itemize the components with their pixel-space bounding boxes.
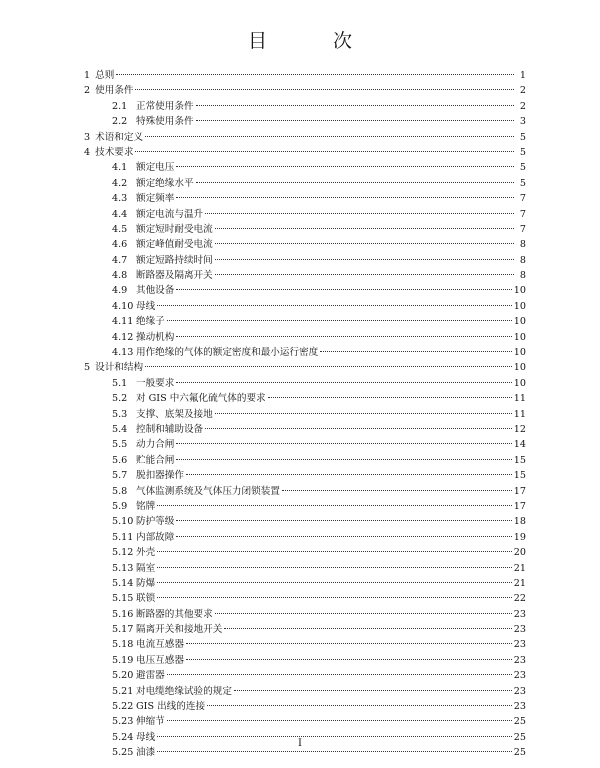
toc-entry [84, 330, 526, 345]
toc-entry-number: 5.24 [112, 731, 134, 743]
toc-entry-title: 电流互感器 [136, 639, 184, 651]
toc-leader-dots [186, 474, 512, 475]
toc-entry-title: 电压互感器 [136, 654, 184, 666]
toc-entry-page: 14 [513, 439, 526, 451]
toc-entry-title: 隔离开关和接地开关 [136, 624, 223, 636]
toc-entry-page: 22 [513, 593, 526, 605]
toc-entry-page: 15 [513, 454, 526, 466]
toc-leader-dots [205, 213, 514, 214]
toc-entry-page: 23 [513, 608, 526, 620]
toc-entry-title: 其他设备 [136, 285, 175, 297]
toc-entry-number: 4.6 [112, 239, 128, 251]
toc-leader-dots [196, 182, 514, 183]
toc-entry [84, 176, 526, 191]
toc-leader-dots [196, 105, 514, 106]
toc-leader-dots [215, 274, 514, 275]
toc-entry-title: 特殊使用条件 [136, 116, 194, 128]
toc-entry-title: 控制和辅助设备 [136, 423, 204, 435]
toc-entry [84, 684, 526, 699]
toc-entry-number: 4.12 [112, 331, 134, 343]
toc-entry-title: 贮能合闸 [136, 454, 175, 466]
toc-entry-page: 7 [519, 193, 526, 205]
toc-entry [84, 99, 526, 114]
toc-leader-dots [176, 459, 511, 460]
toc-entry-number: 4.11 [112, 316, 134, 328]
toc-entry-page: 8 [519, 239, 526, 251]
toc-leader-dots [157, 567, 512, 568]
toc-leader-dots [215, 613, 512, 614]
toc-entry-page: 5 [519, 131, 526, 143]
toc-leader-dots [205, 428, 512, 429]
toc-entry [84, 514, 526, 529]
toc-entry-title: 一般要求 [136, 377, 175, 389]
toc-entry [84, 237, 526, 252]
toc-entry-number: 2 [84, 85, 91, 97]
toc-entry [84, 484, 526, 499]
toc-entry-page: 10 [513, 362, 526, 374]
toc-entry-page: 10 [513, 377, 526, 389]
toc-entry-number: 5.14 [112, 577, 134, 589]
toc-leader-dots [157, 751, 512, 752]
toc-entry-number: 4.7 [112, 254, 128, 266]
toc-entry-page: 19 [513, 531, 526, 543]
toc-entry-title: 隔室 [136, 562, 156, 574]
toc-entry-number: 5.2 [112, 393, 128, 405]
toc-entry-page: 1 [519, 70, 526, 81]
toc-leader-dots [215, 228, 514, 229]
toc-leader-dots [157, 305, 512, 306]
toc-entry-page: 23 [513, 624, 526, 636]
toc-entry-number: 5.22 [112, 701, 134, 713]
toc-entry-page: 10 [513, 316, 526, 328]
toc-leader-dots [167, 720, 512, 721]
toc-leader-dots [215, 259, 514, 260]
toc-entry [84, 130, 526, 145]
toc-entry-number: 2.2 [112, 116, 128, 128]
toc-entry-number: 5.23 [112, 716, 134, 728]
toc-entry-title: 额定短路持续时间 [136, 254, 213, 266]
toc-entry-number: 4.1 [112, 162, 128, 174]
toc-entry-page: 17 [513, 485, 526, 497]
toc-entry-page: 11 [513, 408, 526, 420]
toc-entry [84, 699, 526, 714]
toc-entry [84, 668, 526, 683]
toc-leader-dots [268, 397, 512, 398]
toc-entry-page: 2 [519, 85, 526, 97]
toc-leader-dots [157, 597, 512, 598]
toc-entry [84, 360, 526, 375]
toc-entry-number: 5 [84, 362, 91, 374]
toc-entry-page: 5 [519, 177, 526, 189]
toc-entry [84, 422, 526, 437]
toc-entry-number: 5.4 [112, 423, 128, 435]
toc-entry-page: 21 [513, 577, 526, 589]
toc-entry [84, 622, 526, 637]
toc-entry-number: 3 [84, 131, 91, 143]
toc-entry-number: 5.1 [112, 377, 128, 389]
toc-leader-dots [135, 151, 514, 152]
toc-entry-title: 母线 [136, 300, 156, 312]
toc-entry [84, 160, 526, 175]
toc-entry-number: 1 [84, 70, 91, 81]
toc-entry-number: 5.7 [112, 470, 128, 482]
toc-entry-title: 防爆 [136, 577, 156, 589]
toc-entry [84, 114, 526, 129]
toc-entry-number: 5.17 [112, 624, 134, 636]
toc-entry-page: 11 [513, 393, 526, 405]
toc-entry-title: 绝缘子 [136, 316, 165, 328]
toc-entry-number: 2.1 [112, 100, 128, 112]
toc-entry [84, 222, 526, 237]
toc-leader-dots [320, 351, 512, 352]
toc-entry-number: 5.10 [112, 516, 134, 528]
toc-entry-title: 正常使用条件 [136, 100, 194, 112]
toc-leader-dots [234, 690, 512, 691]
toc-entry-title: 断路器的其他要求 [136, 608, 213, 620]
toc-leader-dots [157, 582, 512, 583]
toc-entry-page: 23 [513, 639, 526, 651]
toc-leader-dots [167, 320, 512, 321]
toc-leader-dots [157, 505, 512, 506]
toc-entry-page: 8 [519, 254, 526, 266]
toc-leader-dots [116, 74, 514, 75]
toc-entry [84, 68, 526, 83]
toc-leader-dots [176, 197, 514, 198]
toc-entry [84, 437, 526, 452]
toc-leader-dots [135, 89, 514, 90]
toc-entry [84, 376, 526, 391]
toc-entry-number: 4.9 [112, 285, 128, 297]
toc-leader-dots [167, 674, 512, 675]
toc-entry-title: 技术要求 [95, 146, 134, 158]
toc-entry [84, 83, 526, 98]
toc-entry-title: 气体监测系统及气体压力闭锁装置 [136, 485, 280, 497]
toc-entry [84, 607, 526, 622]
toc-entry-page: 12 [513, 423, 526, 435]
toc-entry-page: 7 [519, 223, 526, 235]
toc-entry [84, 268, 526, 283]
toc-entry-number: 5.20 [112, 670, 134, 682]
toc-entry-title: 动力合闸 [136, 439, 175, 451]
toc-entry-title: 断路器及隔离开关 [136, 270, 213, 282]
toc-entry-title: 用作绝缘的气体的额定密度和最小运行密度 [136, 347, 319, 359]
toc-entry-title: 术语和定义 [95, 131, 144, 143]
toc-leader-dots [176, 382, 511, 383]
toc-entry-title: 防护等级 [136, 516, 175, 528]
toc-entry-page: 10 [513, 300, 526, 312]
toc-entry [84, 468, 526, 483]
toc-entry-number: 5.9 [112, 500, 128, 512]
toc-entry-number: 5.8 [112, 485, 128, 497]
toc-entry-page: 23 [513, 654, 526, 666]
toc-entry-title: 额定频率 [136, 193, 175, 205]
toc-leader-dots [196, 120, 514, 121]
toc-leader-dots [186, 659, 512, 660]
toc-entry [84, 591, 526, 606]
toc-entry-title: 额定短时耐受电流 [136, 223, 213, 235]
toc-entry [84, 653, 526, 668]
toc-leader-dots [157, 551, 512, 552]
toc-entry-number: 5.3 [112, 408, 128, 420]
toc-leader-dots [215, 243, 514, 244]
toc-entry-number: 5.12 [112, 547, 134, 559]
toc-entry-title: 对电缆绝缘试验的规定 [136, 685, 232, 697]
toc-entry-title: 外壳 [136, 547, 156, 559]
toc-entry-number: 4.4 [112, 208, 128, 220]
toc-entry-title: 对 GIS 中六氟化硫气体的要求 [136, 393, 266, 405]
toc-entry-page: 5 [519, 146, 526, 158]
toc-entry-page: 8 [519, 270, 526, 282]
toc-entry-title: 额定电流与温升 [136, 208, 204, 220]
toc-entry-title: 使用条件 [95, 85, 134, 97]
toc-entry-page: 23 [513, 701, 526, 713]
toc-leader-dots [176, 336, 511, 337]
toc-leader-dots [215, 413, 512, 414]
toc-entry-title: 母线 [136, 731, 156, 743]
toc-entry-page: 17 [513, 500, 526, 512]
toc-leader-dots [145, 366, 512, 367]
toc-entry-page: 21 [513, 562, 526, 574]
toc-entry-title: 联锁 [136, 593, 156, 605]
toc-entry-title: 支撑、底架及接地 [136, 408, 213, 420]
toc-entry-page: 10 [513, 347, 526, 359]
toc-entry [84, 299, 526, 314]
toc-entry-title: 伸缩节 [136, 716, 165, 728]
toc-entry-title: GIS 出线的连接 [136, 701, 206, 713]
toc-entry-number: 4.5 [112, 223, 128, 235]
toc-entry-title: 操动机构 [136, 331, 175, 343]
toc-entry [84, 253, 526, 268]
page-number: I [298, 738, 302, 749]
toc-entry-page: 5 [519, 162, 526, 174]
toc-entry [84, 561, 526, 576]
toc-entry-number: 5.11 [112, 531, 134, 543]
toc-entry-number: 4 [84, 146, 91, 158]
toc-entry-page: 25 [513, 747, 526, 759]
toc-entry-number: 5.16 [112, 608, 134, 620]
toc-entry-number: 5.15 [112, 593, 134, 605]
toc-entry-page: 23 [513, 685, 526, 697]
toc-entry-page: 25 [513, 731, 526, 743]
toc-entry [84, 191, 526, 206]
toc-entry-page: 10 [513, 331, 526, 343]
toc-entry-number: 5.25 [112, 747, 134, 759]
toc-entry [84, 207, 526, 222]
toc-entry [84, 407, 526, 422]
toc-entry [84, 453, 526, 468]
toc-entry [84, 345, 526, 360]
toc-entry-title: 设计和结构 [95, 362, 144, 374]
toc-leader-dots [176, 289, 511, 290]
toc-leader-dots [176, 443, 511, 444]
toc-entry-number: 4.10 [112, 300, 134, 312]
toc-entry-number: 5.5 [112, 439, 128, 451]
toc-entry-title: 总则 [95, 70, 115, 81]
toc-entry [84, 576, 526, 591]
toc-entry-number: 5.18 [112, 639, 134, 651]
toc-leader-dots [176, 520, 511, 521]
toc-entry-page: 18 [513, 516, 526, 528]
toc-entry-page: 2 [519, 100, 526, 112]
toc-entry-title: 避雷器 [136, 670, 165, 682]
toc-entry [84, 499, 526, 514]
toc-entry-number: 4.13 [112, 347, 134, 359]
toc-leader-dots [145, 136, 514, 137]
toc-leader-dots [224, 628, 511, 629]
toc-entry [84, 545, 526, 560]
toc-entry-title: 铭牌 [136, 500, 156, 512]
toc-entry-number: 5.6 [112, 454, 128, 466]
toc-entry [84, 637, 526, 652]
toc-entry-title: 额定峰值耐受电流 [136, 239, 213, 251]
toc-entry [84, 283, 526, 298]
toc-entry-title: 油漆 [136, 747, 156, 759]
toc-entry-page: 7 [519, 208, 526, 220]
toc-entry-number: 4.3 [112, 193, 128, 205]
toc-entry-number: 5.19 [112, 654, 134, 666]
toc-entry-title: 内部故障 [136, 531, 175, 543]
toc-entry [84, 145, 526, 160]
toc-entry-number: 5.13 [112, 562, 134, 574]
toc-entry [84, 391, 526, 406]
toc-entry [84, 530, 526, 545]
toc-entry [84, 714, 526, 729]
toc-entry-page: 25 [513, 716, 526, 728]
document-title: 目 次 [247, 30, 383, 52]
toc-entry-page: 23 [513, 670, 526, 682]
toc-leader-dots [207, 705, 512, 706]
toc-entry-title: 脱扣器操作 [136, 470, 184, 482]
toc-entry-title: 额定电压 [136, 162, 175, 174]
toc-entry-number: 4.2 [112, 177, 128, 189]
toc-entry-page: 20 [513, 547, 526, 559]
toc-entry [84, 314, 526, 329]
toc-leader-dots [186, 643, 512, 644]
toc-entry-page: 3 [519, 116, 526, 128]
toc-entry-number: 4.8 [112, 270, 128, 282]
toc-entry-title: 额定绝缘水平 [136, 177, 194, 189]
table-of-contents [84, 68, 526, 761]
toc-entry-number: 5.21 [112, 685, 134, 697]
toc-entry-page: 10 [513, 285, 526, 297]
toc-leader-dots [157, 736, 512, 737]
toc-leader-dots [176, 166, 514, 167]
toc-leader-dots [282, 490, 512, 491]
toc-entry-page: 15 [513, 470, 526, 482]
toc-leader-dots [176, 536, 511, 537]
